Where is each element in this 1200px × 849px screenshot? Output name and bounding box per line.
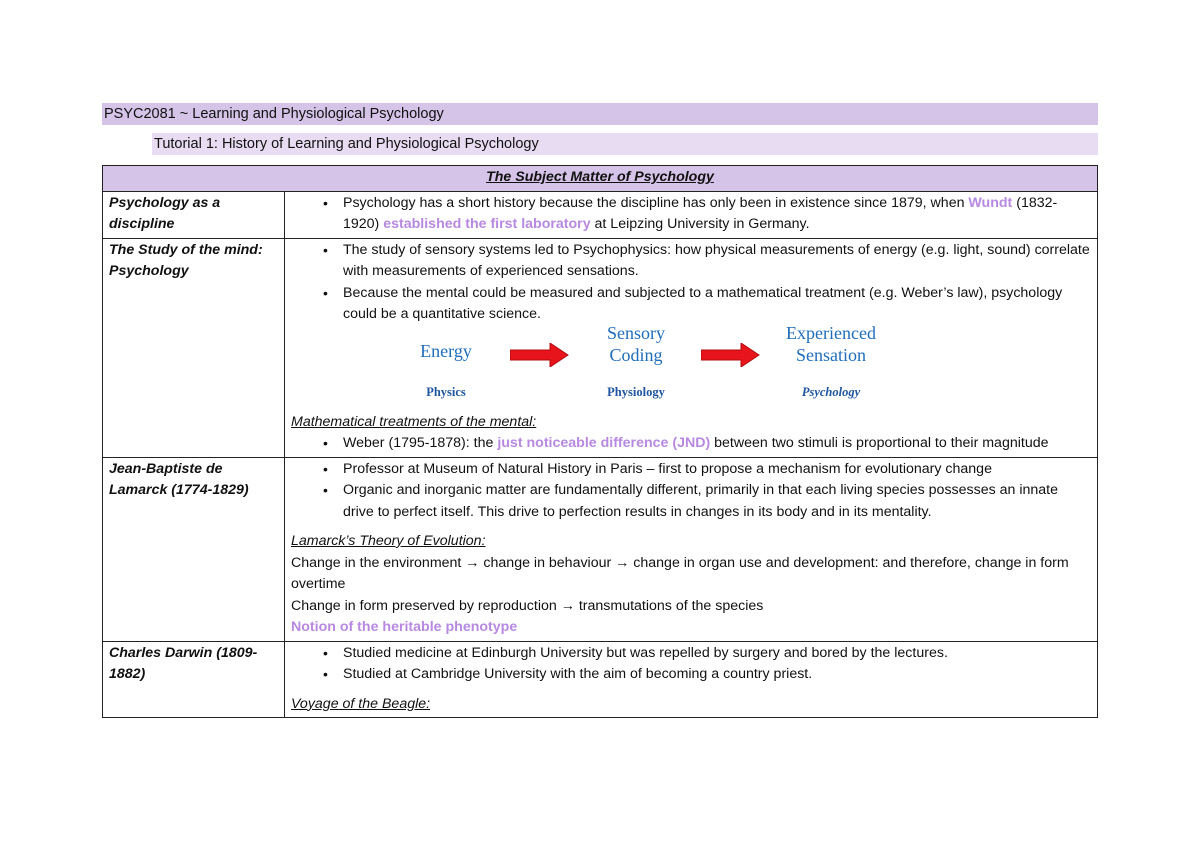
bullet-item xyxy=(343,193,1091,236)
topic-cell xyxy=(103,238,285,457)
topic-cell xyxy=(103,641,285,718)
text: Psychology has a short history because the discipline has only been in existence since 1879, when xyxy=(343,194,969,211)
text: (1832-1920) xyxy=(343,194,1058,232)
bullet-list xyxy=(291,459,1091,524)
topic-line: 1882) xyxy=(109,666,146,682)
arrow-right-icon xyxy=(701,343,761,367)
sensory-line: Sensory xyxy=(607,322,665,343)
topic-cell xyxy=(103,191,285,238)
subheading: Voyage of the Beagle: xyxy=(291,695,431,712)
tutorial-header: Tutorial 1: History of Learning and Physiological Psychology xyxy=(152,133,1098,155)
highlight-text: Wundt xyxy=(968,194,1013,211)
bullet-list xyxy=(291,240,1091,326)
topic-line: Charles Darwin (1809- xyxy=(109,644,258,661)
sensory-coding-label xyxy=(591,322,681,366)
topic-cell xyxy=(103,457,285,641)
bullet-list xyxy=(291,193,1091,236)
table-row xyxy=(103,641,1098,718)
highlight-text: Notion of the heritable phenotype xyxy=(291,619,518,635)
bullet-item: • Organic and inorganic matter are fundamentally different, primarily in that each living species possesses an innate drive to perfect itself. This drive to perfection results in changes in its body and in its mentality. xyxy=(343,480,1091,523)
topic-line: discipline xyxy=(109,216,175,232)
notes-table xyxy=(102,165,1098,718)
psychophysics-diagram xyxy=(291,322,991,412)
highlight-text: established the first laboratory xyxy=(383,216,591,232)
topic-line: Lamarck (1774-1829) xyxy=(109,482,249,498)
physiology-label: Physiology xyxy=(607,384,665,399)
table-row xyxy=(103,457,1098,641)
bullet-item xyxy=(343,433,1091,455)
table-row xyxy=(103,238,1098,457)
experienced-sensation-label xyxy=(771,322,891,366)
subheading: Lamarck’s Theory of Evolution: xyxy=(291,533,486,549)
arrow-right-icon xyxy=(510,343,570,367)
sensation-line: Sensation xyxy=(796,344,866,365)
subheading: Mathematical treatments of the mental: xyxy=(291,413,537,430)
theory-line: Change in form preserved by reproduction → transmutations of the species xyxy=(291,597,764,614)
energy-label: Energy xyxy=(420,340,472,361)
topic-line: Psychology as a xyxy=(109,194,221,211)
bullet-item: • Studied medicine at Edinburgh University but was repelled by surgery and bored by the lectures. xyxy=(343,643,1091,665)
content-cell xyxy=(285,457,1098,641)
theory-line: Change in the environment → change in behaviour → change in organ use and development: and therefore, change in form overtime xyxy=(291,554,1069,592)
course-header: PSYC2081 ~ Learning and Physiological Psychology xyxy=(102,103,1098,125)
bullet-item: • Professor at Museum of Natural History in Paris – first to propose a mechanism for evolutionary change xyxy=(343,459,1091,481)
text: at Leipzing University in Germany. xyxy=(590,216,810,232)
psychology-label: Psychology xyxy=(801,384,861,399)
topic-line: Psychology xyxy=(109,263,189,279)
text: between two stimuli is proportional to their magnitude xyxy=(710,435,1049,451)
topic-line: The Study of the mind: xyxy=(109,241,263,258)
text: Weber (1795-1878): the xyxy=(343,435,498,451)
highlight-text: just noticeable difference (JND) xyxy=(497,435,711,451)
bullet-item: • The study of sensory systems led to Psychophysics: how physical measurements of energy (e.g. light, sound) correlate with measurements of experienced sensations. xyxy=(343,240,1091,283)
coding-line: Coding xyxy=(609,344,663,365)
bullet-list xyxy=(291,643,1091,686)
table-title: The Subject Matter of Psychology xyxy=(103,166,1098,192)
bullet-list xyxy=(291,433,1091,455)
table-title-row xyxy=(103,166,1098,192)
content-cell xyxy=(285,191,1098,238)
topic-line: Jean-Baptiste de xyxy=(109,460,223,477)
table-row xyxy=(103,191,1098,238)
content-cell xyxy=(285,641,1098,718)
content-cell xyxy=(285,238,1098,457)
bullet-item: • Studied at Cambridge University with the aim of becoming a country priest. xyxy=(343,664,1091,686)
experienced-line: Experienced xyxy=(786,322,876,343)
bullet-item: • Because the mental could be measured and subjected to a mathematical treatment (e.g. Weber’s law), psychology could be a quantitative science. xyxy=(343,283,1091,326)
physics-label: Physics xyxy=(426,384,466,399)
